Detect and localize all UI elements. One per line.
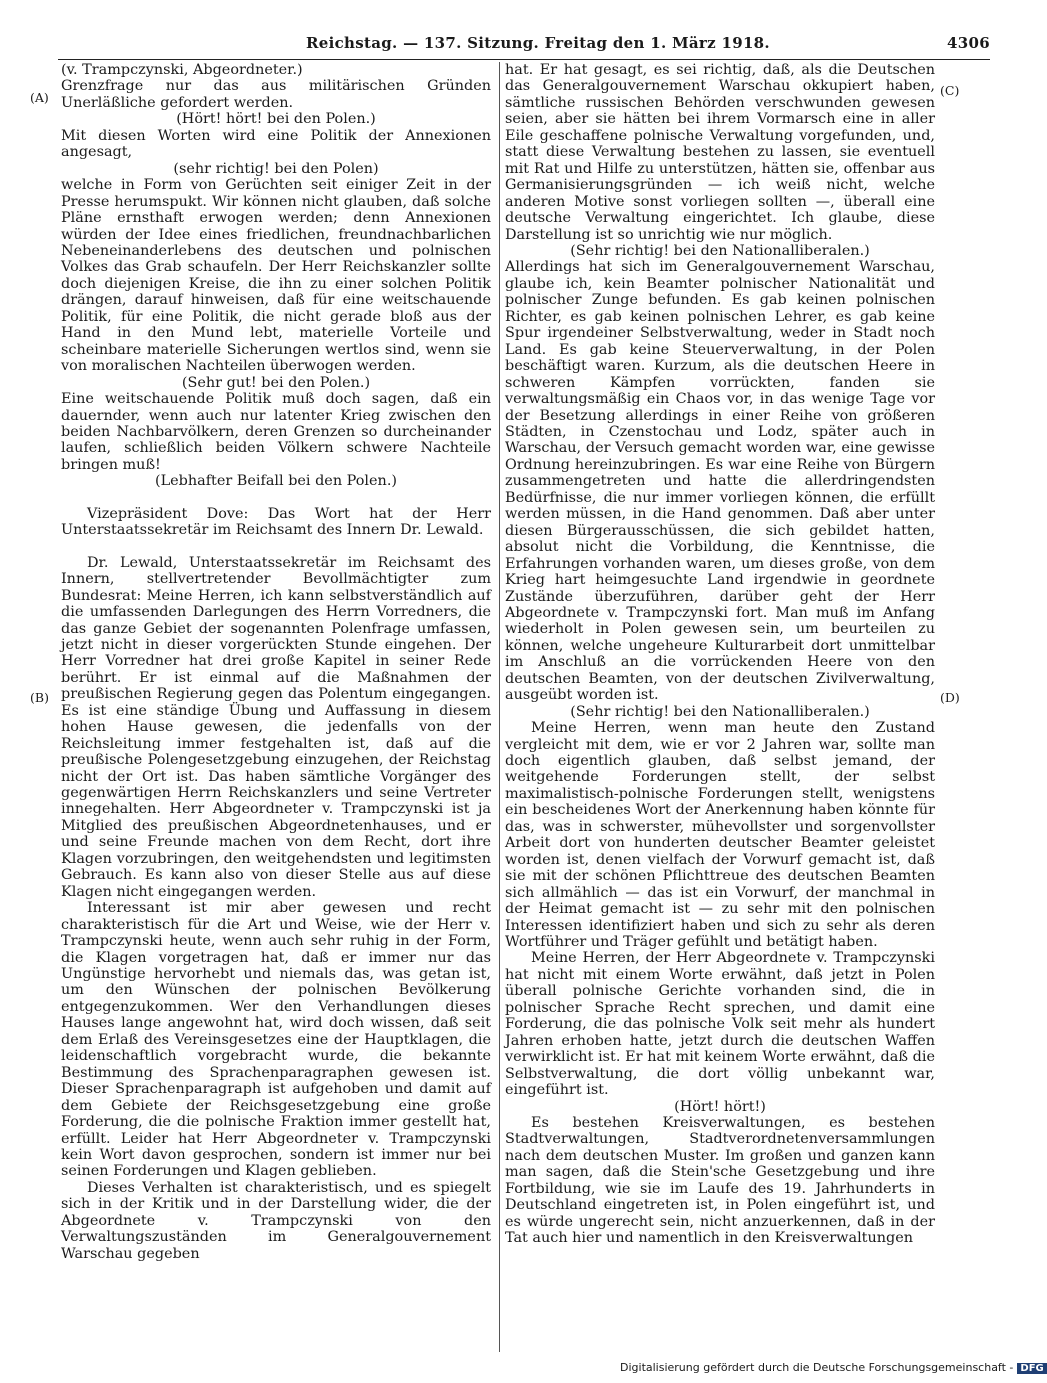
paragraph: Dr. Lewald, Unterstaatssekretär im Reichsamt des Innern, stellvertretender Bevollmächtigter zum Bundesrat: Meine Herren, ich kann selbstverständlich auf die umfassenden Darlegungen des Herrn Vorredners, die das ganze Gebiet der sogenannten Polenfrage umfassen, jetzt nicht in dieser vorgerückten Stunde eingehen. Der Herr Vorredner hat drei große Kapitel in seiner Rede berührt. Er ist einmal auf die Maßnahmen der preußischen Regierung gegen das Polentum eingegangen. Es ist eine ständige Übung und Auffassung in diesem hohen Hause gewesen, die jedenfalls von der Reichsleitung immer festgehalten ist, daß auf die preußische Polengesetzgebung einzugehen, der Reichstag nicht der Ort ist. Das haben sämtliche Vorgänger des gegenwärtigen Herrn Reichskanzlers und seine Vertreter innegehalten. Herr Abgeordneter v. Trampczynski ist ja Mitglied des preußischen Abgeordnetenhauses, und er und seine Freunde machen von dem Recht, dort ihre Klagen vorzubringen, den weitgehendsten und legitimsten Gebrauch. Es kann also von dieser Stelle aus auf diese Klagen nicht eingegangen werden. <box>61 554 491 900</box>
running-header <box>58 34 990 58</box>
paragraph: Vizepräsident Dove: Das Wort hat der Herr Unterstaatssekretär im Reichsamt des Innern Dr. Lewald. <box>61 505 491 539</box>
interjection: (Sehr richtig! bei den Nationalliberalen.) <box>570 703 870 720</box>
interjection: (Sehr gut! bei den Polen.) <box>181 374 371 391</box>
footer-text: Digitalisierung gefördert durch die Deutsche Forschungsgemeinschaft - <box>620 1361 1014 1374</box>
header-rule <box>58 59 990 60</box>
paragraph: Dieses Verhalten ist charakteristisch, und es spiegelt sich in der Kritik und in der Darstellung wider, die der Abgeordnete v. Trampczynski von den Verwaltungszuständen im Generalgouvernement Warschau gegeben <box>61 1179 491 1262</box>
margin-marker-b: (B) <box>30 690 49 705</box>
paragraph: Meine Herren, der Herr Abgeordnete v. Trampczynski hat nicht mit einem Worte erwähnt, daß jetzt in Polen überall polnische Gerichte vorhanden sind, die in polnischer Sprache Recht sprechen, und damit eine Forderung, die das polnische Volk seit mehr als hundert Jahren erhoben hatte, jetzt durch die deutschen Waffen verwirklicht ist. Er hat mit keinem Worte erwähnt, daß die Selbstverwaltung, die dort völlig unbekannt war, eingeführt ist. <box>505 950 935 1099</box>
dfg-logo: DFG <box>1017 1363 1046 1374</box>
paragraph: Es bestehen Kreisverwaltungen, es bestehen Stadtverwaltungen, Stadtverordnetenversammlungen nach dem deutschen Muster. Im großen und ganzen kann man sagen, daß die Stein'sche Gesetzgebung und ihre Fortbildung, wie sie im Laufe des 19. Jahrhunderts in Deutschland eingetreten ist, in Polen eingeführt ist, und es würde ungerecht sein, nicht anzuerkennen, daß in der Tat auch hier und namentlich in den Kreisverwaltungen <box>505 1115 935 1247</box>
interjection: (Hört! hört!) <box>674 1098 766 1115</box>
margin-marker-a: (A) <box>30 90 49 105</box>
paragraph: Interessant ist mir aber gewesen und recht charakteristisch für die Art und Weise, wie der Herr v. Trampczynski heute, wenn auch sehr ruhig in der Form, die Klagen vorgetragen hat, daß er immer nur das Ungünstige hervorhebt und niemals das, was getan ist, um den Wünschen der polnischen Bevölkerung entgegenzukommen. Wer den Verhandlungen dieses Hauses lange angewohnt hat, wird doch wissen, daß seit dem Erlaß des Vereinsgesetzes eine der Hauptklagen, die leidenschaftlich vorgebracht wurde, die bekannte Bestimmung des Sprachenparagraphen gewesen ist. Dieser Sprachenparagraph ist aufgehoben und damit auf dem Gebiete der Reichsgesetzgebung eine große Forderung, die die polnische Fraktion immer gestellt hat, erfüllt. Leider hat Herr Abgeordneter v. Trampczynski kein Wort davon gesprochen, sondern ist immer nur bei seinen Forderungen und Klagen geblieben. <box>61 900 491 1180</box>
column-divider <box>499 62 500 1352</box>
paragraph: (v. Trampczynski, Abgeordneter.) <box>61 62 303 78</box>
paragraph: Grenzfrage nur das aus militärischen Gründen Unerläßliche gefordert werden. <box>61 78 491 111</box>
page-number: 4306 <box>947 34 990 52</box>
paragraph: Meine Herren, wenn man heute den Zustand vergleicht mit dem, wie er vor 2 Jahren war, sollte man doch eigentlich glauben, daß selbst jemand, der weitgehende Forderungen stellt, der selbst maximalistisch-polnische Forderungen stellt, wenigstens ein bescheidenes Wort der Anerkennung haben könnte für das, was in schwerster, mühevollster und sorgenvollster Arbeit dort von hunderten deutscher Beamter geleistet worden ist, denen vielfach der Vorwurf gemacht ist, daß sie mit der schönen Pflichttreue des deutschen Beamten sich allmählich — das ist ein Vorwurf, der manchmal in der Heimat gemacht ist — zu sehr mit den polnischen Interessen identifiziert haben und sich zu sehr als deren Wortführer und Träger gefühlt und betätigt haben. <box>505 720 935 951</box>
margin-marker-c: (C) <box>940 83 960 98</box>
margin-marker-d: (D) <box>940 690 960 705</box>
paragraph: welche in Form von Gerüchten seit einiger Zeit in der Presse herumspukt. Wir können nicht glauben, daß solche Pläne ernsthaft erwogen werden; denn Annexionen würden der Idee eines friedlichen, freundnachbarlichen Nebeneinanderlebens des deutschen und polnischen Volkes das Grab schaufeln. Der Herr Reichskanzler sollte doch diejenigen Kreise, die ihn zu einer solchen Politik drängen, darauf hinweisen, daß für eine weitschauende Politik, für eine Politik, die nicht gerade bloß aus der Hand in den Mund lebt, materielle Vorteile und scheinbare materielle Sicherungen wertlos sind, wenn sie von moralischen Nachteilen überwogen werden. <box>61 177 491 375</box>
paragraph: Allerdings hat sich im Generalgouvernement Warschau, glaube ich, kein Beamter polnischer Nationalität und polnischer Zunge befunden. Es gab keinen polnischen Richter, es gab keinen polnischen Lehrer, es gab keine Spur irgendeiner Selbstverwaltung, weder in Stadt noch Land. Es gab keine Steuerverwaltung, in der Polen beschäftigt waren. Kurzum, als die deutschen Heere in schweren Kämpfen vorrückten, fanden sie verwaltungsmäßig ein Chaos vor, in das wenige Tage vor der Besetzung allerdings in einer Reihe von größeren Städten, in Czenstochau und Lodz, später auch in Warschau, der Versuch gemacht worden war, eine gewisse Ordnung hereinzubringen. Es war eine Reihe von Bürgern zusammengetreten und hatte die allerdringendsten Bedürfnisse, die nur immer vorliegen können, die erfüllt werden müssen, in die Hand genommen. Daß aber unter diesen Bürgerausschüssen, die sich gebildet hatten, absolut nicht die Vorbildung, die Kenntnisse, die Erfahrungen vorhanden waren, um dieses große, von dem Krieg hart heimgesuchte Land irgendwie in geordnete Zustände überzuführen, darüber geht der Herr Abgeordnete v. Trampczynski fort. Man muß im Anfang wiederholt in Polen gewesen sein, um beurteilen zu können, welche ungeheure Kulturarbeit dort unmittelbar im Anschluß an die vorrückenden Heere von den deutschen Beamten, von der deutschen Zivilverwaltung, ausgeübt worden ist. <box>505 259 935 704</box>
paragraph: Eine weitschauende Politik muß doch sagen, daß ein dauernder, wenn auch nur latenter Krieg zwischen den beiden Nachbarvölkern, deren Grenzen so durcheinander laufen, schließlich beiden Völkern schwere Nachteile bringen muß! <box>61 391 491 473</box>
running-title: Reichstag. — 137. Sitzung. Freitag den 1. März 1918. <box>306 34 770 52</box>
footer-credit <box>620 1361 1047 1374</box>
interjection: (Sehr richtig! bei den Nationalliberalen.) <box>570 242 870 259</box>
right-column <box>505 62 935 1247</box>
left-column <box>61 62 491 1262</box>
interjection: (sehr richtig! bei den Polen) <box>173 160 379 177</box>
paragraph: Mit diesen Worten wird eine Politik der Annexionen angesagt, <box>61 127 491 161</box>
paragraph: hat. Er hat gesagt, es sei richtig, daß, als die Deutschen das Generalgouvernement Warschau okkupiert haben, sämtliche russischen Behörden verschwunden gewesen seien, aber sie hätten bei ihrem Vormarsch eine in aller Eile geschaffene polnische Verwaltung vorgefunden, und, statt diese Verwaltung bestehen zu lassen, sie eventuell mit Rat und Hilfe zu unterstützen, hätten sie, offenbar aus Germanisierungsgründen — ich weiß nicht, welche anderen Motive sonst vorliegen sollten —, überall eine deutsche Verwaltung eingerichtet. Ich glaube, diese Darstellung ist so unrichtig wie nur möglich. <box>505 62 935 243</box>
interjection: (Hört! hört! bei den Polen.) <box>176 111 376 128</box>
interjection: (Lebhafter Beifall bei den Polen.) <box>154 473 398 490</box>
